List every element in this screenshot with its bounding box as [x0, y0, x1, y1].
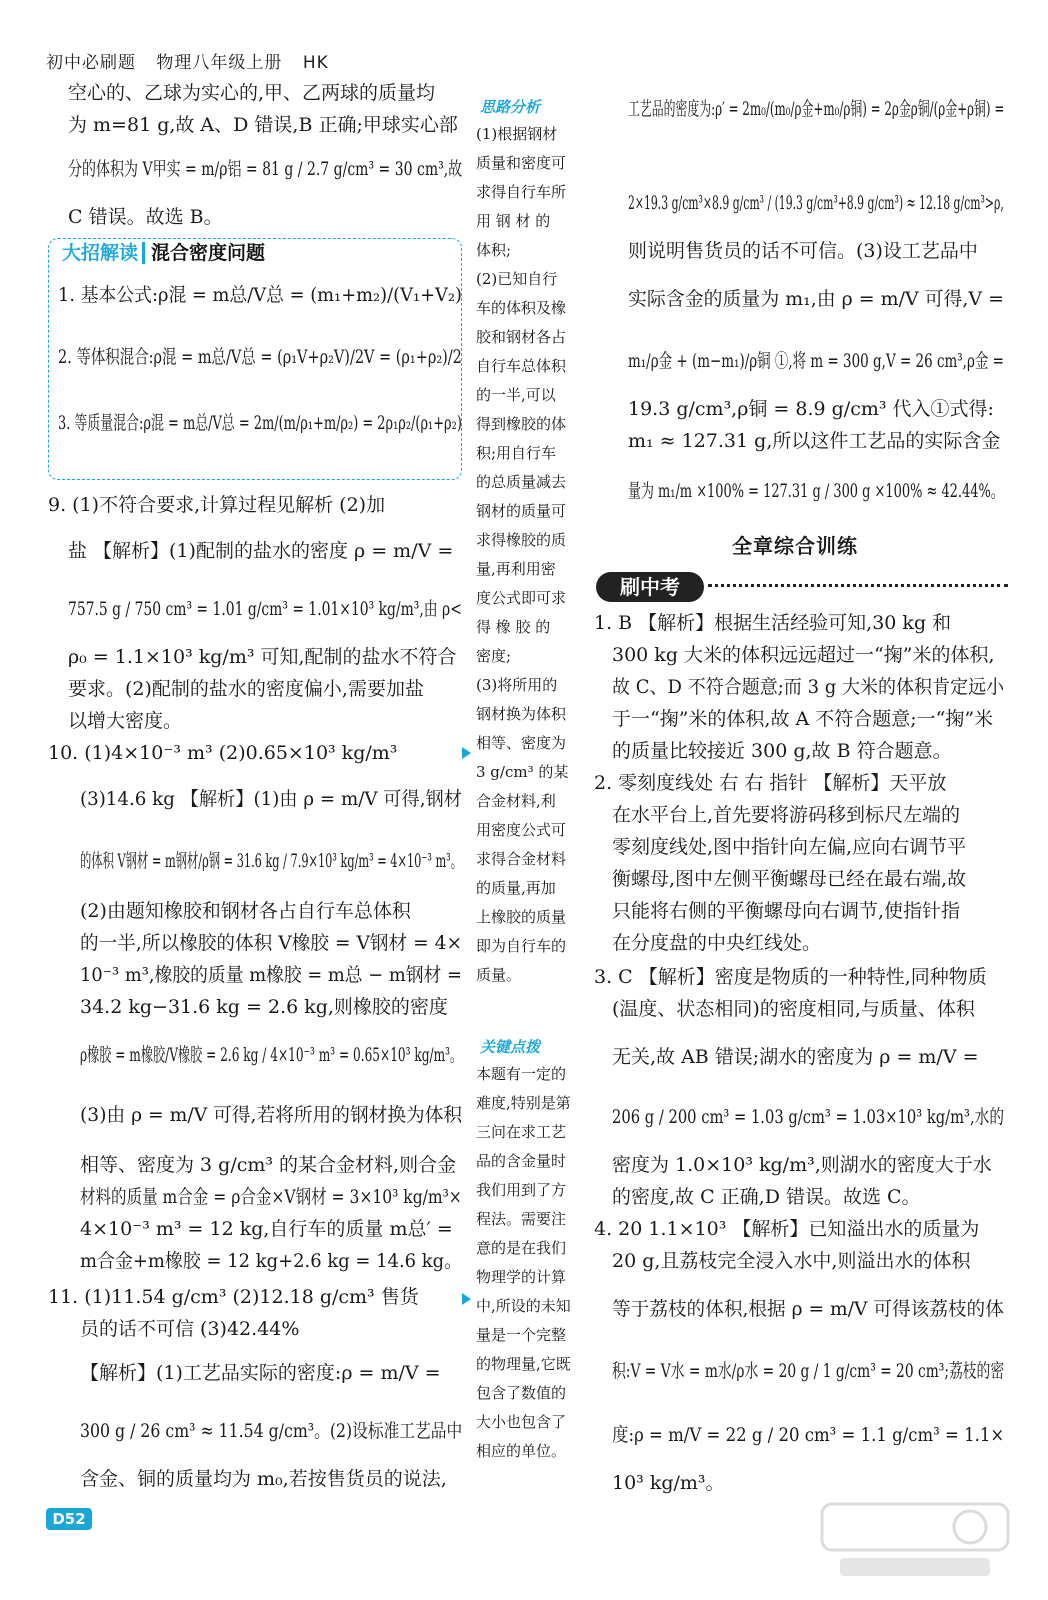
text-line: 11. (1)11.54 g/cm³ (2)12.18 g/cm³ 售货 — [48, 1286, 419, 1308]
sidebar-line: 中,所设的未知 — [476, 1297, 571, 1315]
sidebar-heading: 思路分析 — [480, 98, 541, 116]
header-subject: 物理八年级上册 — [156, 53, 283, 73]
text-line: ρ橡胶 = m橡胶/V橡胶 = 2.6 kg / 4×10⁻³ m³ = 0.65×10³ kg/m³。 — [80, 1044, 463, 1066]
sidebar-line: 用 钢 材 的 — [476, 212, 551, 230]
divider — [708, 584, 1008, 587]
text-line: 1. 基本公式:ρ混 = m总/V总 = (m₁+m₂)/(V₁+V₂) — [58, 284, 463, 306]
text-line: 无关,故 AB 错误;湖水的密度为 ρ = m/V = — [612, 1046, 979, 1068]
text-line: 为 m=81 g,故 A、D 错误,B 正确;甲球实心部 — [68, 114, 458, 136]
sidebar-line: 体积; — [476, 241, 512, 259]
sidebar-line: 求得橡胶的质 — [476, 531, 567, 549]
section-tag: 刷中考 — [596, 572, 704, 602]
text-line: 的一半,所以橡胶的体积 V橡胶 = V钢材 = 4× — [80, 932, 463, 954]
sidebar-line: 度公式即可求 — [476, 589, 567, 607]
text-line: 等于荔枝的体积,根据 ρ = m/V 可得该荔枝的体 — [612, 1298, 1004, 1320]
sidebar-line: 用密度公式可 — [476, 821, 567, 839]
sidebar-line: (2)已知自行 — [476, 270, 558, 288]
text-line: 盐 【解析】(1)配制的盐水的密度 ρ = m/V = — [68, 540, 454, 562]
text-line: 【解析】(1)工艺品实际的密度:ρ = m/V = — [80, 1362, 441, 1384]
sidebar-line: 自行车总体积 — [476, 357, 567, 375]
text-line: 空心的、乙球为实心的,甲、乙两球的质量均 — [68, 82, 436, 104]
text-line: 于一“掬”米的体积,故 A 不符合题意;一“掬”米 — [612, 708, 994, 730]
text-line: 密度为 1.0×10³ kg/m³,则湖水的密度大于水 — [612, 1154, 992, 1176]
sidebar-line: 包含了数值的 — [476, 1384, 567, 1402]
sidebar-line: 相等、密度为 — [476, 734, 567, 752]
text-line: 度:ρ = m/V = 22 g / 20 cm³ = 1.1 g/cm³ = 1.1× — [612, 1424, 1005, 1446]
text-line: 4×10⁻³ m³ = 12 kg,自行车的质量 m总′ = — [80, 1218, 453, 1240]
section-title: 全章综合训练 — [732, 534, 858, 558]
text-line: 19.3 g/cm³,ρ铜 = 8.9 g/cm³ 代入①式得: — [628, 398, 994, 420]
text-line: 只能将右侧的平衡螺母向右调节,使指针指 — [612, 900, 961, 922]
text-line: ρ₀ = 1.1×10³ kg/m³ 可知,配制的盐水不符合 — [68, 646, 457, 668]
text-line: 1. B 【解析】根据生活经验可知,30 kg 和 — [594, 612, 952, 634]
sidebar-line: 难度,特别是第 — [476, 1094, 571, 1112]
text-line: 的体积 V钢材 = m钢材/ρ钢 = 31.6 kg / 7.9×10³ kg/m³ = 4×10⁻³ m³。 — [80, 850, 463, 872]
page-header — [46, 48, 343, 73]
header-edition: HK — [302, 53, 329, 73]
text-line: (3)14.6 kg 【解析】(1)由 ρ = m/V 可得,钢材 — [80, 788, 462, 810]
sidebar-line: 3 g/cm³ 的某 — [476, 763, 569, 781]
text-line: 4. 20 1.1×10³ 【解析】已知溢出水的质量为 — [594, 1218, 980, 1240]
text-line: m₁/ρ金 + (m−m₁)/ρ铜 ①,将 m = 300 g,V = 26 cm³,ρ金 = — [628, 350, 1004, 372]
text-line: 34.2 kg−31.6 kg = 2.6 kg,则橡胶的密度 — [80, 996, 448, 1018]
text-line: 故 C、D 不符合题意;而 3 g 大米的体积肯定远小 — [612, 676, 1005, 698]
sidebar-line: 物理学的计算 — [476, 1268, 567, 1286]
header-series: 初中必刷题 — [46, 53, 136, 73]
sidebar-line: 密度; — [476, 647, 512, 665]
sidebar-line: 程法。需要注 — [476, 1210, 567, 1228]
watermark-logo — [820, 1502, 1010, 1586]
text-line: 在水平台上,首先要将游码移到标尺左端的 — [612, 804, 961, 826]
text-line: 则说明售货员的话不可信。(3)设工艺品中 — [628, 240, 978, 262]
sidebar-line: 合金材料,利 — [476, 792, 556, 810]
text-line: 2×19.3 g/cm³×8.9 g/cm³ / (19.3 g/cm³+8.9 g/cm³) ≈ 12.18 g/cm³>ρ, — [628, 192, 1004, 214]
text-line: 的质量比较接近 300 g,故 B 符合题意。 — [612, 740, 952, 762]
arrow-marker-icon — [462, 747, 471, 759]
text-line: (2)由题知橡胶和钢材各占自行车总体积 — [80, 900, 411, 922]
text-line: 10⁻³ m³,橡胶的质量 m橡胶 = m总 − m钢材 = — [80, 964, 462, 986]
text-line: 757.5 g / 750 cm³ = 1.01 g/cm³ = 1.01×10³ kg/m³,由 ρ< — [68, 598, 462, 620]
text-line: 2. 等体积混合:ρ混 = m总/V总 = (ρ₁V+ρ₂V)/2V = (ρ₁+ρ₂)/2 — [58, 346, 462, 368]
text-line: 零刻度线处,图中指针向左偏,应向右调节平 — [612, 836, 967, 858]
text-line: (3)由 ρ = m/V 可得,若将所用的钢材换为体积 — [80, 1104, 463, 1126]
text-line: 2. 零刻度线处 右 右 指针 【解析】天平放 — [594, 772, 947, 794]
text-line: 相等、密度为 3 g/cm³ 的某合金材料,则合金 — [80, 1154, 457, 1176]
text-line: m合金+m橡胶 = 12 kg+2.6 kg = 14.6 kg。 — [80, 1250, 463, 1272]
tips-box-heading — [62, 238, 265, 265]
text-line: 9. (1)不符合要求,计算过程见解析 (2)加 — [48, 494, 386, 516]
text-line: 员的话不可信 (3)42.44% — [80, 1318, 300, 1340]
sidebar-line: 得 橡 胶 的 — [476, 618, 551, 636]
text-line: 实际含金的质量为 m₁,由 ρ = m/V 可得,V = — [628, 288, 1004, 310]
tips-box-title: 混合密度问题 — [142, 242, 265, 264]
text-line: 量为 m₁/m ×100% = 127.31 g / 300 g ×100% ≈ 42.44%。 — [628, 480, 1004, 502]
sidebar-line: 量是一个完整 — [476, 1326, 567, 1344]
page-number: D52 — [46, 1508, 92, 1530]
sidebar-line: (1)根据钢材 — [476, 125, 558, 143]
sidebar-line: 的一半,可以 — [476, 386, 556, 404]
sidebar-heading: 关键点拨 — [480, 1038, 541, 1056]
text-line: 206 g / 200 cm³ = 1.03 g/cm³ = 1.03×10³ kg/m³,水的 — [612, 1106, 1005, 1128]
sidebar-line: 求得合金材料 — [476, 850, 567, 868]
watermark-icon — [820, 1502, 1010, 1582]
tips-box-tag: 大招解读 — [62, 242, 139, 264]
text-line: 含金、铜的质量均为 m₀,若按售货员的说法, — [80, 1468, 447, 1490]
sidebar-line: 大小也包含了 — [476, 1413, 567, 1431]
sidebar-line: 钢材换为体积 — [476, 705, 567, 723]
sidebar-line: 的物理量,它既 — [476, 1355, 571, 1373]
sidebar-line: 品的含金量时 — [476, 1152, 567, 1170]
text-line: 20 g,且荔枝完全浸入水中,则溢出水的体积 — [612, 1250, 971, 1272]
text-line: 在分度盘的中央红线处。 — [612, 932, 822, 954]
text-line: 要求。(2)配制的盐水的密度偏小,需要加盐 — [68, 678, 424, 700]
sidebar-line: 我们用到了方 — [476, 1181, 567, 1199]
text-line: C 错误。故选 B。 — [68, 206, 223, 228]
text-line: 以增大密度。 — [68, 710, 183, 732]
sidebar-line: 积;用自行车 — [476, 444, 557, 462]
sidebar-line: (3)将所用的 — [476, 676, 558, 694]
sidebar-line: 质量和密度可 — [476, 154, 567, 172]
sidebar-line: 量,再利用密 — [476, 560, 556, 578]
sidebar-line: 本题有一定的 — [476, 1065, 567, 1083]
text-line: 工艺品的密度为:ρ′ = 2m₀/(m₀/ρ金+m₀/ρ铜) = 2ρ金ρ铜/(ρ金+ρ铜) = — [628, 98, 1005, 120]
text-line: m₁ ≈ 127.31 g,所以这件工艺品的实际含金 — [628, 430, 1001, 452]
sidebar-line: 胶和钢材各占 — [476, 328, 567, 346]
text-line: 3. C 【解析】密度是物质的一种特性,同种物质 — [594, 966, 987, 988]
arrow-marker-icon — [462, 1293, 471, 1305]
text-line: 10³ kg/m³。 — [612, 1472, 725, 1494]
text-line: 300 g / 26 cm³ ≈ 11.54 g/cm³。(2)设标准工艺品中 — [80, 1420, 463, 1442]
text-line: (温度、状态相同)的密度相同,与质量、体积 — [612, 998, 975, 1020]
text-line: 积:V = V水 = m水/ρ水 = 20 g / 1 g/cm³ = 20 cm³;荔枝的密 — [612, 1360, 1005, 1382]
text-line: 10. (1)4×10⁻³ m³ (2)0.65×10³ kg/m³ — [48, 742, 398, 764]
sidebar-line: 三问在求工艺 — [476, 1123, 567, 1141]
sidebar-line: 即为自行车的 — [476, 937, 567, 955]
sidebar-line: 得到橡胶的体 — [476, 415, 567, 433]
text-line: 3. 等质量混合:ρ混 = m总/V总 = 2m/(m/ρ₁+m/ρ₂) = 2ρ₁ρ₂/(ρ₁+ρ₂) — [58, 412, 462, 434]
sidebar-line: 上橡胶的质量 — [476, 908, 567, 926]
sidebar-line: 的总质量减去 — [476, 473, 567, 491]
text-line: 材料的质量 m合金 = ρ合金×V钢材 = 3×10³ kg/m³× — [80, 1186, 462, 1208]
sidebar-line: 钢材的质量可 — [476, 502, 567, 520]
sidebar-line: 车的体积及橡 — [476, 299, 567, 317]
sidebar-line: 求得自行车所 — [476, 183, 567, 201]
sidebar-line: 意的是在我们 — [476, 1239, 567, 1257]
text-line: 300 kg 大米的体积远远超过一“掬”米的体积, — [612, 644, 995, 666]
text-line: 的密度,故 C 正确,D 错误。故选 C。 — [612, 1186, 921, 1208]
text-line: 衡螺母,图中左侧平衡螺母已经在最右端,故 — [612, 868, 967, 890]
text-line: 分的体积为 V甲实 = m/ρ铝 = 81 g / 2.7 g/cm³ = 30 cm³,故 — [68, 158, 463, 180]
sidebar-line: 质量。 — [476, 966, 522, 984]
sidebar-line: 相应的单位。 — [476, 1442, 567, 1460]
sidebar-line: 的质量,再加 — [476, 879, 556, 897]
